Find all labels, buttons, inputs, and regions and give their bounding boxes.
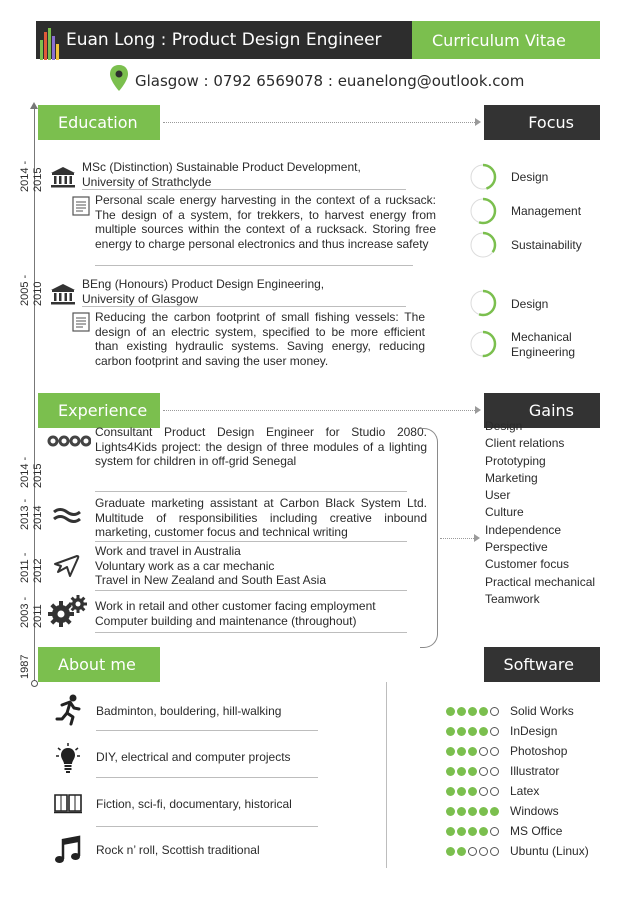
- skill-dot-filled: [457, 847, 466, 856]
- exp-3-years-start: 2011 -: [19, 552, 31, 583]
- skill-dots: [446, 707, 506, 716]
- focus-label: Design: [511, 297, 549, 311]
- edu-2-years-start: 2005 -: [19, 274, 31, 306]
- gains-list: [485, 418, 595, 608]
- focus-ring: [469, 163, 497, 191]
- skill-dot-filled: [468, 807, 477, 816]
- software-row: [446, 783, 539, 799]
- divider: [96, 826, 318, 827]
- skill-dot-empty: [490, 787, 499, 796]
- divider: [82, 189, 406, 190]
- software-row: [446, 843, 589, 859]
- university-building-icon: [50, 166, 76, 188]
- exp-4-years-end: 2011: [32, 604, 44, 628]
- software-row: [446, 703, 574, 719]
- exp-3-line2: Voluntary work as a car mechanic: [95, 558, 275, 573]
- section-software: Software: [484, 647, 600, 682]
- running-person-icon: [54, 694, 84, 726]
- section-about: About me: [38, 647, 160, 682]
- exp-3-line3: Travel in New Zealand and South East Asia: [95, 573, 327, 587]
- skill-dot-filled: [479, 727, 488, 736]
- timeline-start-dot: [31, 680, 38, 687]
- skill-dot-empty: [479, 847, 488, 856]
- gain-item: Client relations: [485, 436, 565, 451]
- gain-item: Independence: [485, 522, 562, 537]
- skill-dot-filled: [479, 707, 488, 716]
- skill-dot-filled: [468, 827, 477, 836]
- skill-dot-empty: [490, 747, 499, 756]
- edu-2-degree-line1: BEng (Honours) Product Design Engineering,: [82, 277, 325, 291]
- gain-item: Practical mechanical: [485, 574, 596, 589]
- bar-logo-icon: [40, 28, 60, 60]
- gain-item: Marketing: [485, 470, 538, 485]
- experience-brace: [420, 428, 438, 648]
- skill-dot-filled: [457, 727, 466, 736]
- divider: [95, 491, 407, 492]
- skill-dot-filled: [479, 827, 488, 836]
- software-label: Ubuntu (Linux): [510, 844, 589, 858]
- skill-dots: [446, 847, 506, 856]
- divider: [96, 730, 318, 731]
- software-label: Illustrator: [510, 764, 560, 778]
- gain-item: Perspective: [485, 540, 548, 555]
- skill-dot-filled: [468, 727, 477, 736]
- exp-1-text: Consultant Product Design Engineer for Studio 2080. Lights4Kids project: the design of three modules of a lighting system for children in off-grid Senegal: [95, 425, 427, 468]
- divider: [95, 541, 407, 542]
- location-pin-icon: [108, 64, 130, 92]
- skill-dot-filled: [457, 807, 466, 816]
- skill-dot-filled: [457, 767, 466, 776]
- skill-dots: [446, 827, 506, 836]
- divider: [95, 632, 407, 633]
- edu-2-project: Reducing the carbon footprint of small fishing vessels: The design of an electric system, specified to be more efficient than existing hydraulic systems. Saving energy, reducing carbon footprint and saving the user money.: [95, 310, 425, 368]
- gain-item: User: [485, 488, 511, 503]
- software-row: [446, 823, 562, 839]
- software-row: [446, 723, 557, 739]
- skill-dots: [446, 747, 506, 756]
- software-label: InDesign: [510, 724, 558, 738]
- skill-dots: [446, 767, 506, 776]
- skill-dot-filled: [479, 807, 488, 816]
- exp-3-line1: Work and travel in Australia: [95, 544, 241, 558]
- skill-dot-empty: [479, 767, 488, 776]
- software-row: [446, 743, 567, 759]
- divider: [95, 590, 407, 591]
- airplane-icon: [52, 550, 80, 578]
- open-book-icon: [53, 792, 83, 814]
- skill-dot-filled: [446, 707, 455, 716]
- exp-2-years-start: 2013 -: [19, 498, 31, 530]
- exp-4-line1: Work in retail and other customer facing employment: [95, 599, 376, 613]
- birth-year: 1987: [19, 654, 31, 679]
- skill-dot-filled: [446, 807, 455, 816]
- lightbulb-icon: [56, 742, 80, 774]
- skill-dot-empty: [490, 727, 499, 736]
- divider: [95, 265, 413, 266]
- gain-item: Culture: [485, 505, 524, 520]
- contact-line: Glasgow : 0792 6569078 : euanelong@outlook.com: [135, 72, 525, 90]
- exp-4-text: [95, 599, 425, 628]
- skill-dot-filled: [468, 767, 477, 776]
- software-label: Latex: [510, 784, 540, 798]
- about-item: DIY, electrical and computer projects: [96, 750, 291, 764]
- edu-2-university: University of Glasgow: [82, 291, 199, 306]
- software-label: Windows: [510, 804, 559, 818]
- edu-1-project: Personal scale energy harvesting in the context of a rucksack: The design of a system, for trekkers, to harvest energy from multiple sources within the context of a rucksack. Storing free energy to charge personal electronics and thus increase safety: [95, 193, 436, 251]
- section-experience: Experience: [38, 393, 160, 428]
- university-building-icon: [50, 283, 76, 305]
- skill-dots: [446, 727, 506, 736]
- skill-dot-filled: [446, 847, 455, 856]
- education-connector: [163, 122, 475, 123]
- gain-item: Teamwork: [485, 591, 540, 606]
- studio-logo-icon: [47, 434, 91, 448]
- gains-connector: [440, 538, 474, 539]
- document-icon: [72, 196, 90, 216]
- skill-dot-filled: [457, 827, 466, 836]
- about-item: Rock n’ roll, Scottish traditional: [96, 843, 260, 857]
- about-item: Fiction, sci-fi, documentary, historical: [96, 797, 292, 811]
- skill-dots: [446, 787, 506, 796]
- page-title: Euan Long : Product Design Engineer: [66, 30, 382, 50]
- software-row: [446, 763, 559, 779]
- skill-dots: [446, 807, 506, 816]
- experience-connector: [163, 410, 475, 411]
- edu-1-years-end: 2015: [32, 167, 44, 192]
- skill-dot-filled: [468, 747, 477, 756]
- section-focus: Focus: [484, 105, 600, 140]
- exp-3-text: [95, 544, 425, 588]
- gain-item: Customer focus: [485, 557, 570, 572]
- focus-ring: [469, 289, 497, 317]
- focus-label: Mechanical Engineering: [511, 330, 576, 359]
- exp-4-years-start: 2003 -: [19, 596, 31, 628]
- gears-icon: [47, 594, 89, 628]
- skill-dot-filled: [457, 787, 466, 796]
- edu-2-years-end: 2010: [32, 281, 44, 306]
- section-gains: Gains: [484, 393, 600, 428]
- timeline-line: [34, 108, 35, 682]
- divider: [96, 777, 318, 778]
- focus-label: Sustainability: [511, 238, 582, 252]
- skill-dot-empty: [479, 787, 488, 796]
- software-label: MS Office: [510, 824, 563, 838]
- skill-dot-filled: [468, 707, 477, 716]
- skill-dot-filled: [457, 707, 466, 716]
- skill-dot-filled: [446, 787, 455, 796]
- exp-2-years-end: 2014: [32, 505, 44, 530]
- edu-1-university: University of Strathclyde: [82, 174, 212, 189]
- skill-dot-empty: [490, 767, 499, 776]
- skill-dot-empty: [490, 707, 499, 716]
- skill-dot-filled: [446, 767, 455, 776]
- skill-dot-empty: [490, 847, 499, 856]
- edu-1-years-start: 2014 -: [19, 160, 31, 192]
- edu-1-degree: [82, 160, 412, 189]
- focus-ring: [469, 197, 497, 225]
- exp-1-years-start: 2014 -: [19, 456, 31, 488]
- document-icon: [72, 312, 90, 332]
- exp-4-line2: Computer building and maintenance (throughout): [95, 613, 357, 628]
- carbon-black-logo-icon: [52, 505, 82, 527]
- skill-dot-empty: [490, 827, 499, 836]
- divider: [82, 306, 406, 307]
- music-note-icon: [54, 835, 82, 865]
- connector-arrow: [475, 118, 481, 126]
- skill-dot-filled: [468, 787, 477, 796]
- exp-1-years-end: 2015: [32, 463, 44, 488]
- skill-dot-empty: [479, 747, 488, 756]
- skill-dot-filled: [446, 747, 455, 756]
- software-label: Photoshop: [510, 744, 568, 758]
- skill-dot-filled: [446, 727, 455, 736]
- skill-dot-filled: [457, 747, 466, 756]
- focus-label: Management: [511, 204, 582, 218]
- skill-dot-filled: [446, 827, 455, 836]
- section-education: Education: [38, 105, 160, 140]
- focus-label: Design: [511, 170, 549, 184]
- gain-item: Prototyping: [485, 453, 546, 468]
- column-divider: [386, 682, 387, 868]
- connector-arrow: [474, 534, 480, 542]
- gain-item: Design: [485, 419, 523, 433]
- edu-2-degree: [82, 277, 412, 306]
- connector-arrow: [475, 406, 481, 414]
- skill-dot-filled: [490, 807, 499, 816]
- skill-dot-empty: [468, 847, 477, 856]
- cv-label: Curriculum Vitae: [432, 31, 566, 50]
- edu-1-degree-line1: MSc (Distinction) Sustainable Product Development,: [82, 160, 361, 174]
- focus-ring: [469, 231, 497, 259]
- software-label: Solid Works: [510, 704, 574, 718]
- exp-3-years-end: 2012: [32, 558, 44, 583]
- exp-2-text: Graduate marketing assistant at Carbon Black System Ltd. Multitude of responsibilities including creative inbound marketing, customer focus and technical writing: [95, 496, 427, 539]
- focus-ring: [469, 330, 497, 358]
- about-item: Badminton, bouldering, hill-walking: [96, 704, 282, 718]
- software-row: [446, 803, 559, 819]
